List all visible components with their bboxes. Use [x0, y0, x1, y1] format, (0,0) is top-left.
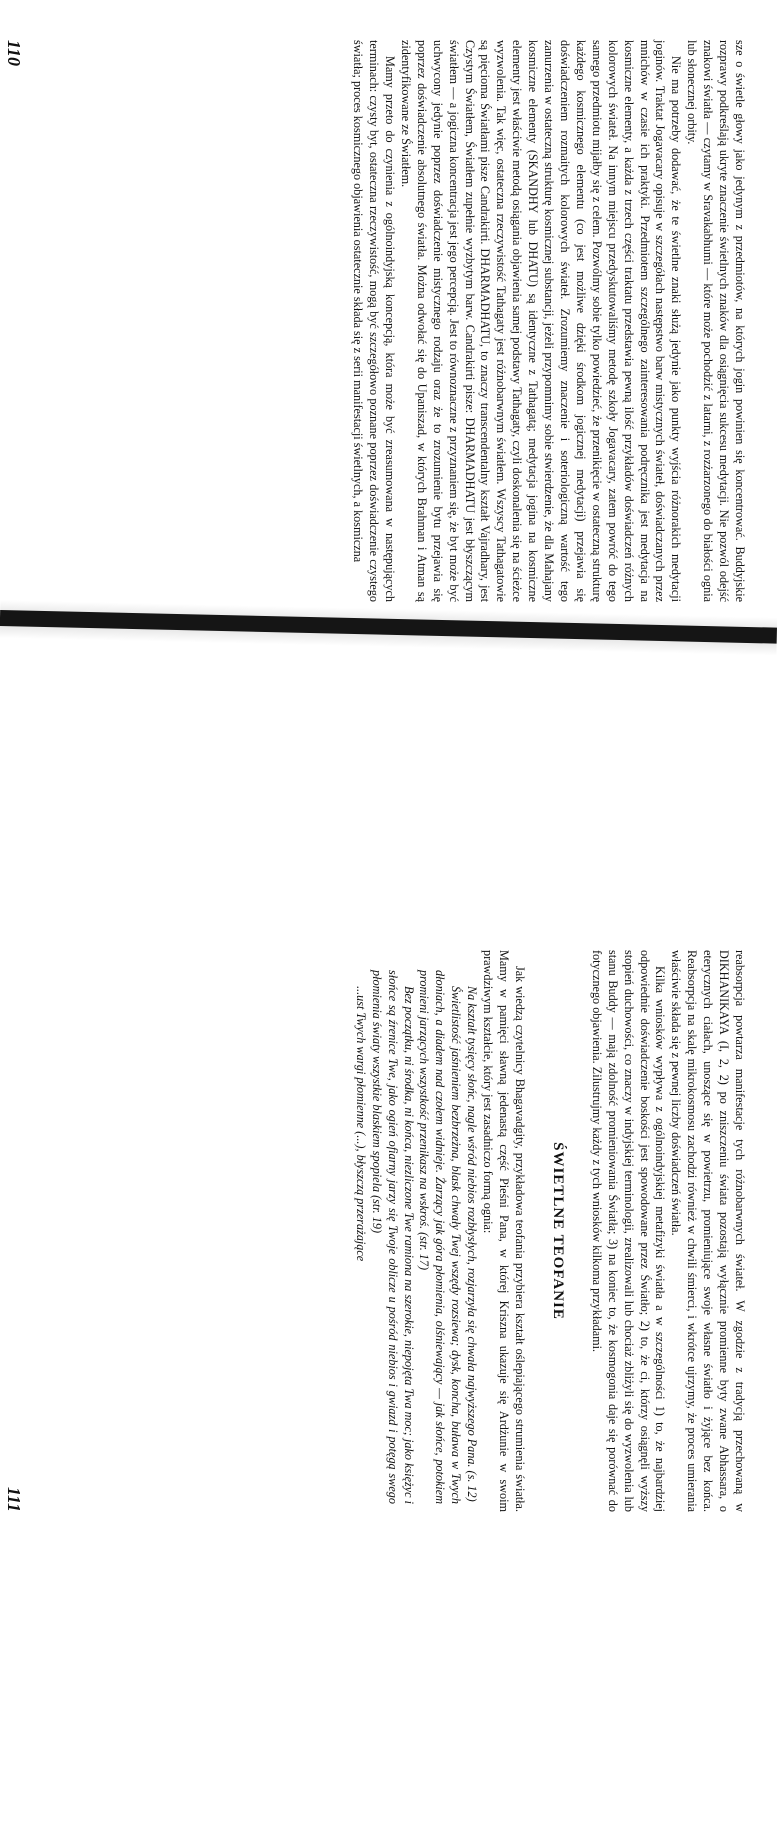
paragraph: reabsorpcja powtarza manifestacje tych różnobarwnych świateł. W zgodzie z tradycją przechowaną w DIKHANIKAYA (I, 2, 2) po zniszczeniu świata pozostają wyłącznie promienne byty zwane Abhassara, o eterycznych ciałach, unoszące się w powietrzu, promieniujące swoje własne światło i żyjące bez końca. Reabsorpcja na skalę mikrokosmosu zachodzi również w chwili śmierci, i wkrótce ujrzymy, że proces umierania właściwie składa się z pewnej liczby doświadczeń światła. [669, 950, 747, 1512]
paragraph: Jak wiedzą czytelnicy Bhagavadgity, przykładowa teofania przybiera kształt oślepiającego strumienia światła. Mamy w pamięci sławną jedenastą część Pieśni Pana, w której Kriszna ukazuje się Ardżunie w swoim prawdziwym kształcie, który jest zasadniczo formą ognia: [481, 950, 527, 1512]
page-number: 110 [4, 40, 24, 67]
paragraph: Mamy przeto do czynienia z ogólnoindyjską koncepcją, która może być zreasumowana w następujących terminach: czysty byt, ostateczna rzeczywistość, mogą być szczegółowo poznane poprzez doświadczenie czystego światła; proces kosmicznego objawienia ostatecznie składa się z serii manifestacji świetlnych, a kosmiczna [351, 40, 398, 602]
paragraph: Kilka wniosków wypływa z ogólnoindyjskiej metafizyki światła a w szczególności 1) to, że najbardziej odpowiednie doświadczenie boskości jest spowodowane przez Światło; 2) to, że ci, którzy osiągnęli wyższy stopień duchowości, co znaczy w indyjskiej terminologii, zrealizowali lub chociaż zbliżyli się do wyzwolenia lub stanu Buddy — mają zdolność promieniowania Światła; 3) na koniec to, że kosmogonia daje się porównać do fotycznego objawienia. Zilustrujmy każdy z tych wniosków kilkoma przykładami. [589, 950, 668, 1512]
quote: Na kształt tysięcy słońc, nagle wśród niebios rozbłysłych, rozjarzyła się chwała najwyższego Pana. (s. 12) [465, 986, 480, 1502]
quote: Bez początku, ni środka, ni końca, niezliczone Twe ramiona na szerokie, niepojęta Twa moc; jako księżyc i słońce są źrenice Twe, jako ogień ofiarny jarzy się Twoje oblicze u pośród niebios i gwiazd i potęgą swego płomienia światy wszystkie blaskiem spopiela (str. 19) [369, 970, 416, 1504]
left-page [4, 30, 747, 612]
quote: Świetlistość jaśnieniem bezbrzeżna, blask chwały Twej wszędy rozsiewa; dysk, koncha, buława w Twych dłoniach, a diadem nad czołem widnieje. Żarzący jak góra płomienia, olśniewający — jak słońce, potokiem promieni jarzących wszystkość przenikasz na wskroś. (str. 17) [417, 970, 464, 1504]
paragraph: Nie ma potrzeby dodawać, że te świetlne znaki służą jedynie jako punkty wyjścia różnorakich medytacji joginów. Traktat Jogavacary opisuje w szczegółach następstwo barw mistycznych świateł, doświadczanych przez mnichów w czasie ich praktyki. Przedmiotem szczególnego zainteresowania podręcznika jest medytacja na kosmiczne elementy, a każda z trzech części traktatu przedstawia pewną ilość przykładów doświadczeń różnych kolorowych świateł. Na innym miejscu przedyskutowaliśmy metodę szkoły Jogavacary, zatem powróć do tego samego przedmiotu mijałby się z celem. Pozwólmy sobie tylko powiedzieć, że przenikięcie w ostateczną strukturę każdego kosmicznego elementu (co jest możliwe dzięki środkom jogicznej medytacji) przejawia się doświadczeniem rozmaitych kolorowych świateł. Zrozumiemy znaczenie i soteriologiczną wartość tego zanurzenia w ostateczną strukturę kosmicznej substancji, jeżeli przypomnimy sobie stwierdzenie, że dla Mahajany kosmiczne elementy (SKANDHY lub DHATU) są identyczne z Tathagatą; medytacja jogina na kosmiczne elementy jest właściwie metodą osiągania objawienia samej podstawy Tathagaty, czyli doskonalenia się na ścieżce wyzwolenia. Tak więc, ostateczna rzeczywistość Tathagaty jest różnobarwnym światłem. Wszyscy Tathagatowie są pięcioma Światłami pisze Candrakirti. DHARMADHATU, to znaczy transcendentalny kształt Vajradhary, jest Czystym Światłem, Światłem zupełnie wyzbytym barw. Candrakirti pisze: DHARMADHATU jest błyszczącym światłem — a jogiczna koncentracja jest jego percepcją. Jest to równoznaczne z przyznaniem się, że byt może być uchwycony jedynie poprzez doświadczenie mistycznego rodzaju oraz że to zrozumienie bytu przejawia się poprzez doświadczenie absolutnego światła. Można odwołać się do Upaniszad, w których Brahman i Atman są zidentyfikowane ze Światłem. [398, 40, 684, 602]
section-heading: ŚWIETLNE TEOFANIE [549, 1142, 566, 1320]
quote: ...ust Twych wargi płomienne (...), błyszczą przerażające [353, 986, 368, 1262]
page-number: 111 [4, 1486, 24, 1512]
paragraph: sze o świetle głowy jako jedynym z przedmiotów, na których jogin powinien się koncentrować. Buddyjskie rozprawy podkreślają ukryte znaczenie świetlnych znaków dla osiągnięcia sukcesu medytacji. Nie pozwól odejść znakowi światła — czytamy w Sravakabhumi — które może pochodzić z latarni, z rozżarzonego do białości ognia lub słonecznej orbity. [685, 40, 747, 602]
right-page [4, 940, 747, 1522]
